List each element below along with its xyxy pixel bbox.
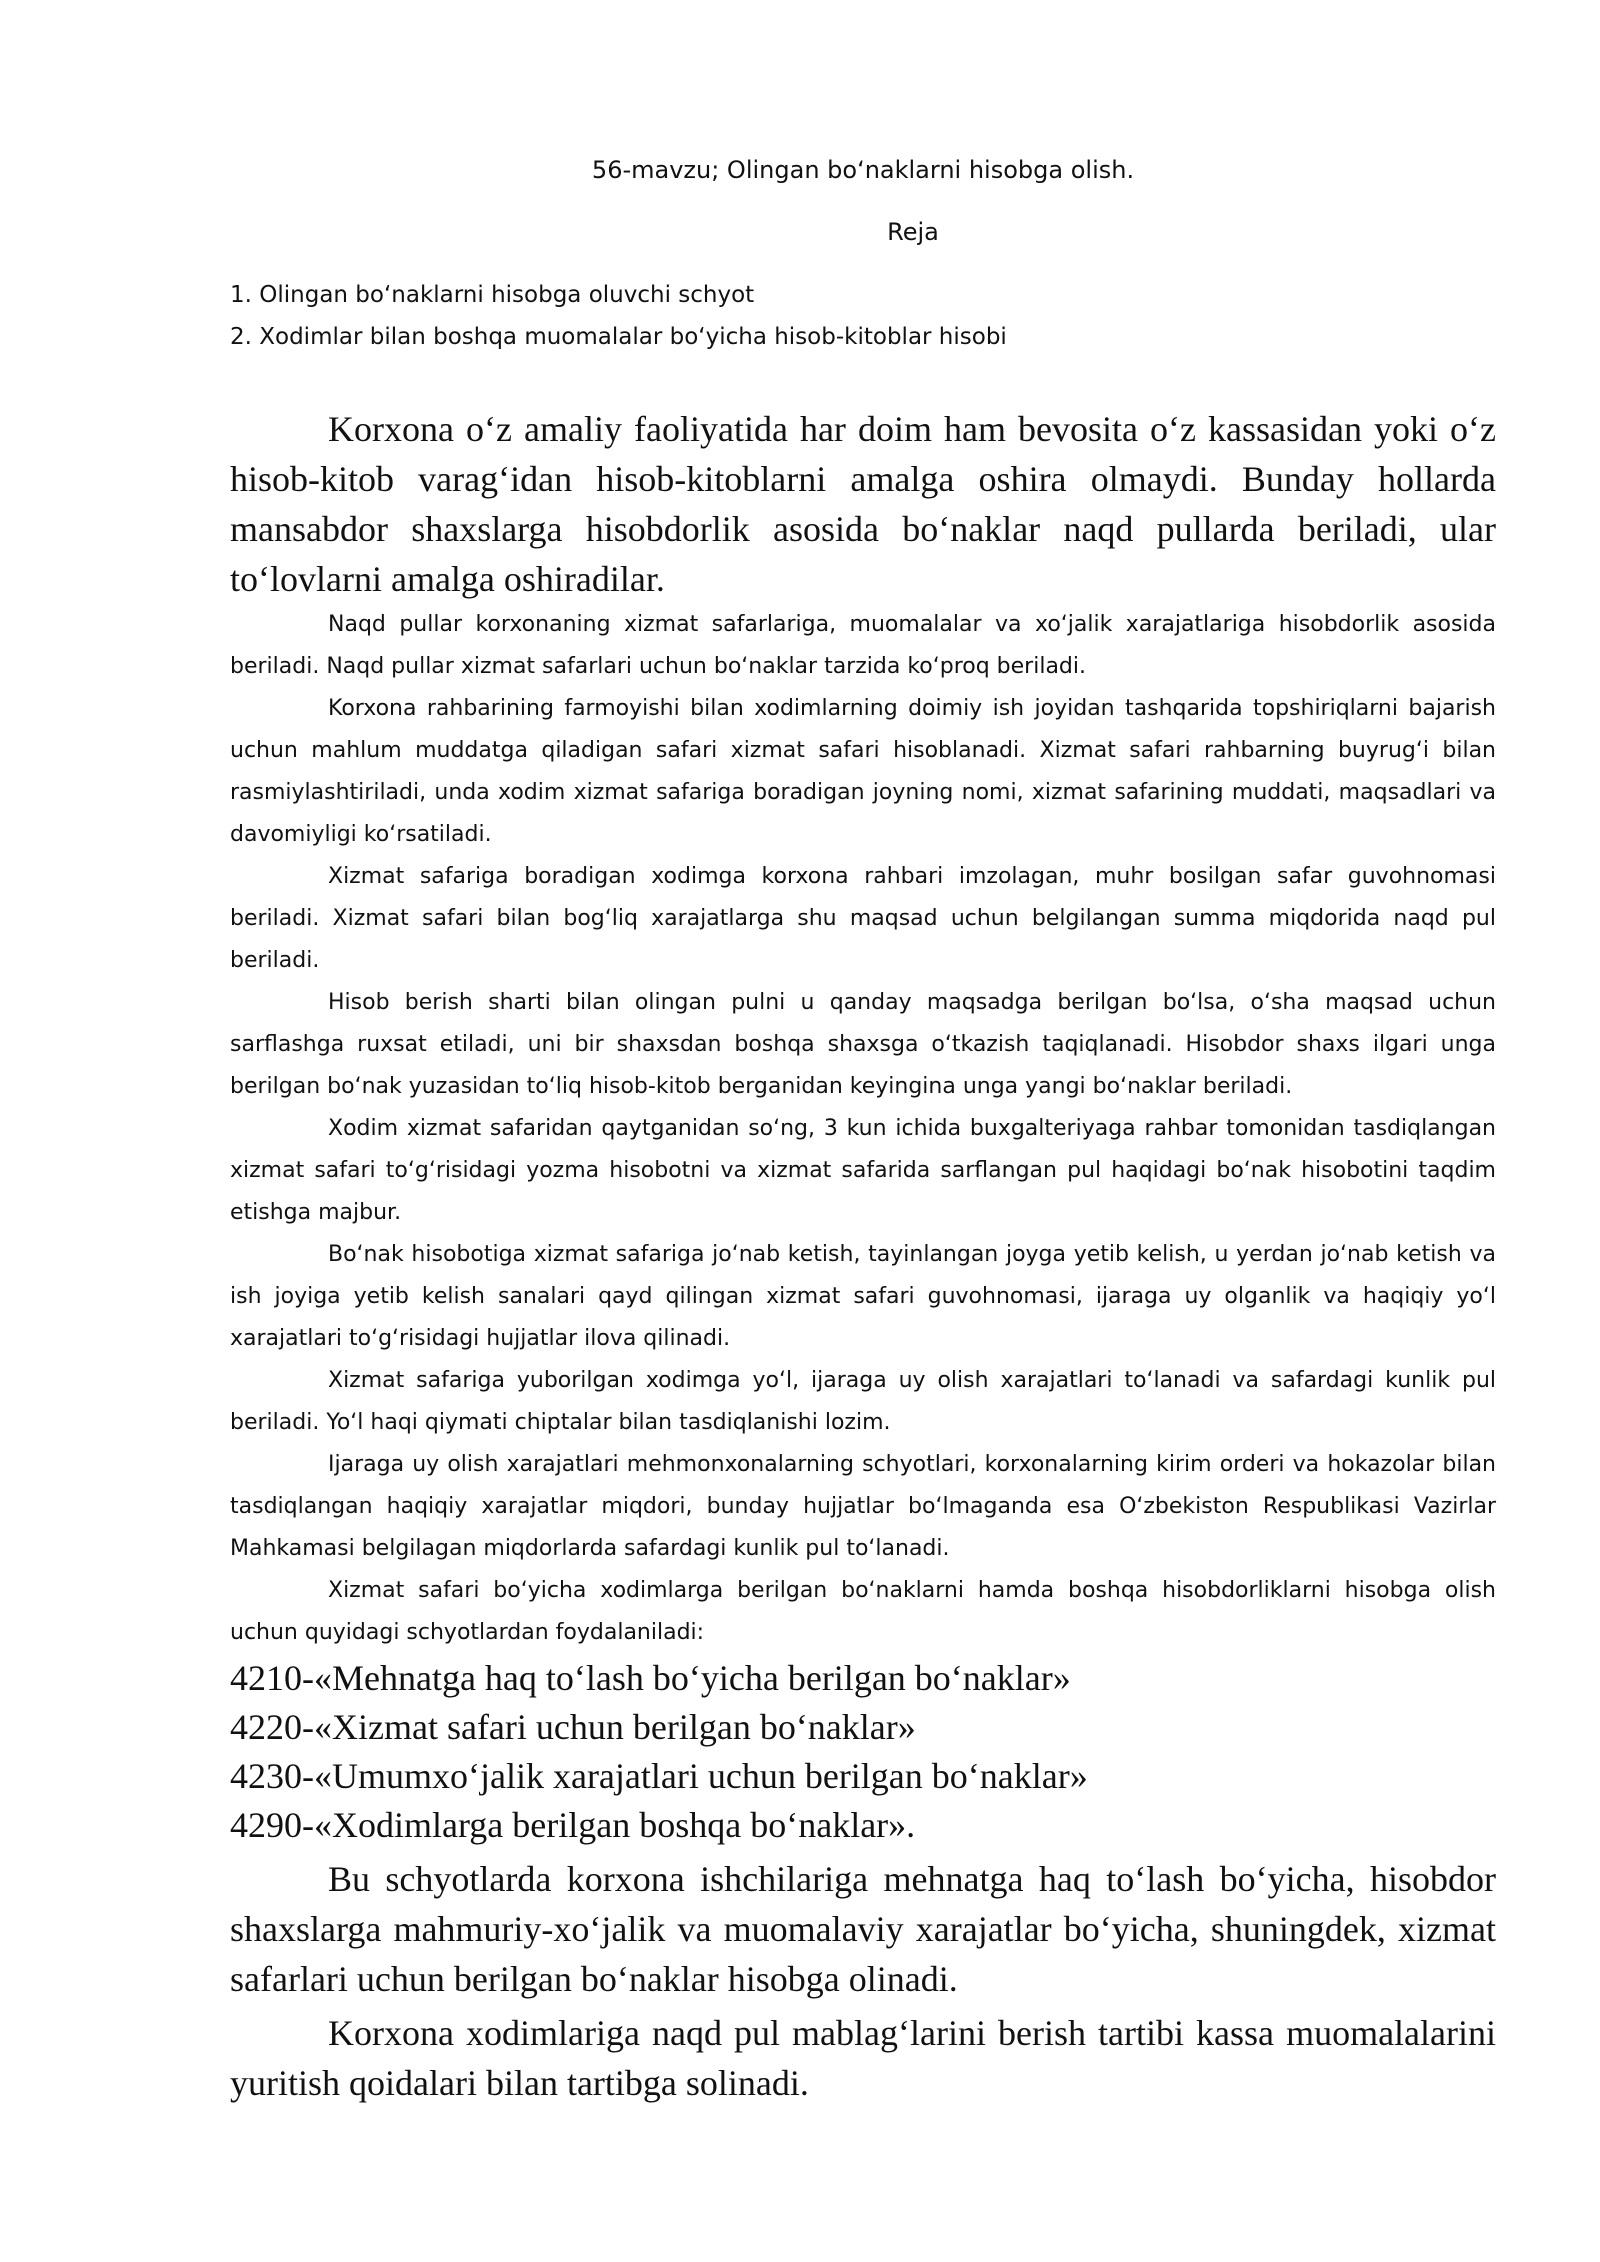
account-list bbox=[230, 1654, 1496, 1850]
plan-heading: Reja bbox=[887, 218, 939, 246]
body-paragraph: Xodim xizmat safaridan qaytganidan so‘ng, 3 kun ichida buxgalteriyaga rahbar tomonidan tasdiqlangan xizmat safari to‘g‘risidagi yozma hisobotni va xizmat safarida sarflangan pul haqidagi bo‘nak hisobotini taqdim etishga majbur. bbox=[230, 1116, 1496, 1225]
body-paragraph: Ijaraga uy olish xarajatlari mehmonxonalarning schyotlari, korxonalarning kirim orderi va hokazolar bilan tasdiqlangan haqiqiy xarajatlar miqdori, bunday hujjatlar bo‘lmaganda esa O‘zbekiston Respublikasi Vazirlar Mahkamasi belgilagan miqdorlarda safardagi kunlik pul to‘lanadi. bbox=[230, 1452, 1496, 1561]
intro-paragraph: Korxona o‘z amaliy faoliyatida har doim ham bevosita o‘z kassasidan yoki o‘z hisob-kitob varag‘idan hisob-kitoblarni amalga oshira olmaydi. Bunday hollarda mansabdor shaxslarga hisobdorlik asosida bo‘naklar naqd pullarda beriladi, ular to‘lovlarni amalga oshiradilar. bbox=[230, 409, 1496, 599]
plan-item: 2. Xodimlar bilan boshqa muomalalar bo‘yicha hisob-kitoblar hisobi bbox=[230, 324, 1007, 350]
body-paragraph: Xizmat safari bo‘yicha xodimlarga berilgan bo‘naklarni hamda boshqa hisobdorliklarni hisobga olish uchun quyidagi schyotlardan foydalaniladi: bbox=[230, 1578, 1496, 1645]
closing-paragraph: Korxona xodimlariga naqd pul mablag‘larini berish tartibi kassa muomalalarini yuritish qoidalari bilan tartibga solinadi. bbox=[230, 2013, 1496, 2103]
body-paragraph: Korxona rahbarining farmoyishi bilan xodimlarning doimiy ish joyidan tashqarida topshiriqlarni bajarish uchun mahlum muddatga qiladigan safari xizmat safari hisoblanadi. Xizmat safari rahbarning buyrug‘i bilan rasmiylashtiriladi, unda xodim xizmat safariga boradigan joyning nomi, xizmat safarining muddati, maqsadlari va davomiyligi ko‘rsatiladi. bbox=[230, 696, 1496, 847]
body-paragraph: Xizmat safariga boradigan xodimga korxona rahbari imzolagan, muhr bosilgan safar guvohnomasi beriladi. Xizmat safari bilan bog‘liq xarajatlarga shu maqsad uchun belgilangan summa miqdorida naqd pul beriladi. bbox=[230, 864, 1496, 973]
account-item: 4210-«Mehnatga haq to‘lash bo‘yicha berilgan bo‘naklar» bbox=[230, 1658, 1071, 1698]
account-item: 4290-«Xodimlarga berilgan boshqa bo‘naklar». bbox=[230, 1805, 916, 1845]
document-title: 56-mavzu; Olingan bo‘naklarni hisobga olish. bbox=[591, 156, 1135, 184]
plan-list bbox=[230, 274, 1496, 358]
closing-paragraph: Bu schyotlarda korxona ishchilariga mehnatga haq to‘lash bo‘yicha, hisobdor shaxslarga mahmuriy-xo‘jalik va muomalaviy xarajatlar bo‘yicha, shuningdek, xizmat safarlari uchun berilgan bo‘naklar hisobga olinadi. bbox=[230, 1859, 1496, 1999]
plan-item: 1. Olingan bo‘naklarni hisobga oluvchi schyot bbox=[230, 282, 755, 308]
body-paragraph: Bo‘nak hisobotiga xizmat safariga jo‘nab ketish, tayinlangan joyga yetib kelish, u yerdan jo‘nab ketish va ish joyiga yetib kelish sanalari qayd qilingan xizmat safari guvohnomasi, ijaraga uy olganlik va haqiqiy yo‘l xarajatlari to‘g‘risidagi hujjatlar ilova qilinadi. bbox=[230, 1242, 1496, 1351]
account-item: 4220-«Xizmat safari uchun berilgan bo‘naklar» bbox=[230, 1707, 916, 1747]
body-paragraph: Hisob berish sharti bilan olingan pulni u qanday maqsadga berilgan bo‘lsa, o‘sha maqsad uchun sarflashga ruxsat etiladi, uni bir shaxsdan boshqa shaxsga o‘tkazish taqiqlanadi. Hisobdor shaxs ilgari unga berilgan bo‘nak yuzasidan to‘liq hisob-kitob berganidan keyingina unga yangi bo‘naklar beriladi. bbox=[230, 990, 1496, 1099]
document-body bbox=[230, 150, 1496, 2108]
body-paragraph: Xizmat safariga yuborilgan xodimga yo‘l, ijaraga uy olish xarajatlari to‘lanadi va safardagi kunlik pul beriladi. Yo‘l haqi qiymati chiptalar bilan tasdiqlanishi lozim. bbox=[230, 1368, 1496, 1435]
body-paragraph: Naqd pullar korxonaning xizmat safarlariga, muomalalar va xo‘jalik xarajatlariga hisobdorlik asosida beriladi. Naqd pullar xizmat safarlari uchun bo‘naklar tarzida ko‘proq beriladi. bbox=[230, 612, 1496, 679]
account-item: 4230-«Umumxo‘jalik xarajatlari uchun berilgan bo‘naklar» bbox=[230, 1756, 1088, 1796]
